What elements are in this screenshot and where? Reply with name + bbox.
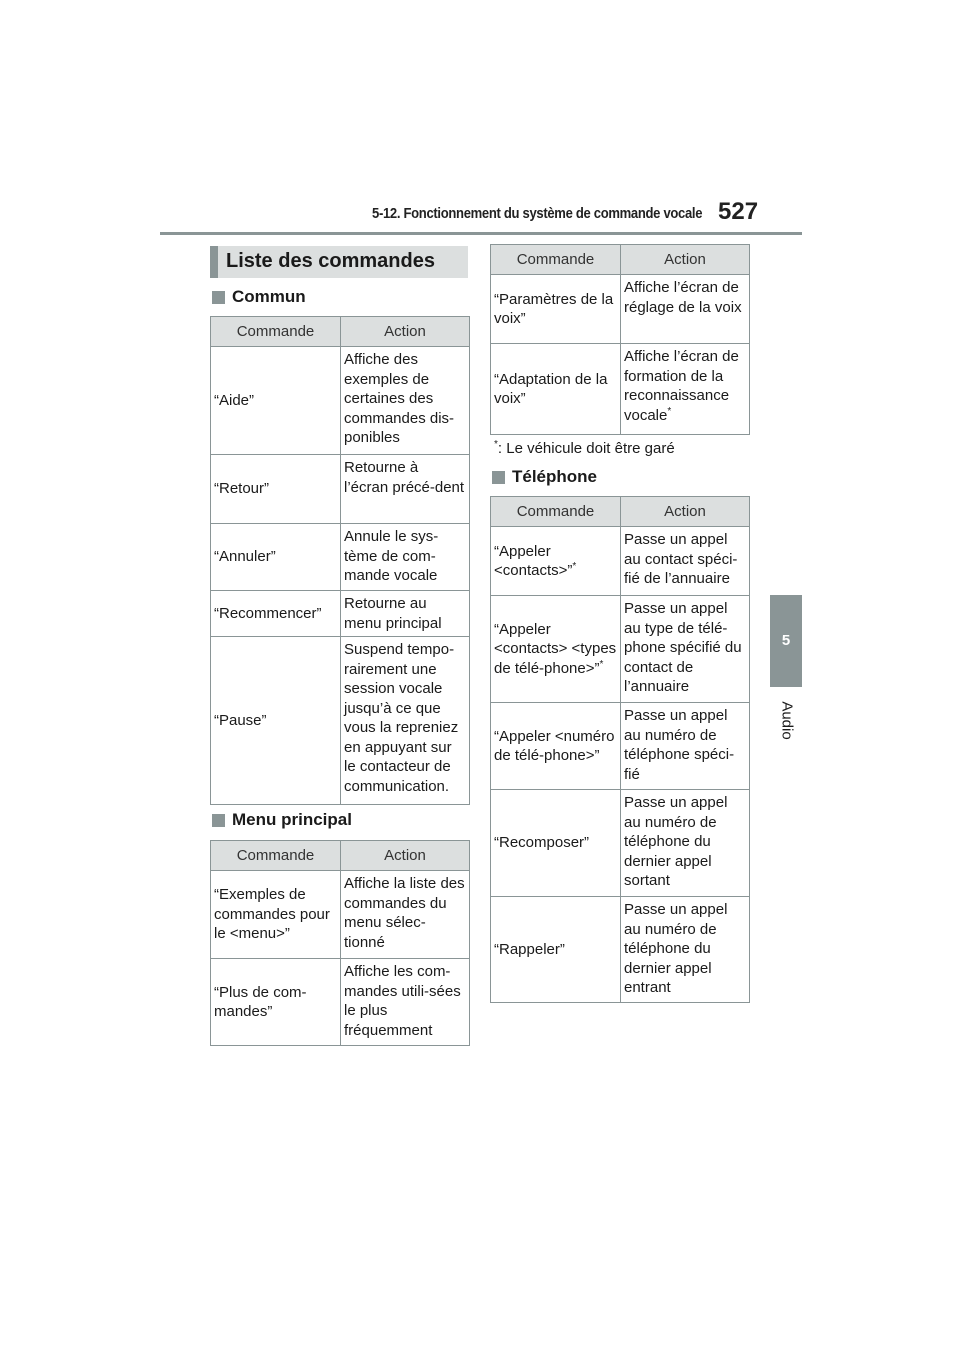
action-cell: Retourne au menu principal [341,591,470,637]
footnote-mark: * [494,439,498,450]
action-cell: Passe un appel au numéro de téléphone du dernier appel sortant [621,790,750,897]
table-row [211,591,470,637]
square-bullet-icon [212,814,225,827]
table-row [491,897,750,1003]
command-cell: “Aide” [211,347,341,455]
column-header-command: Commande [211,841,341,871]
action-text: Affiche l’écran de formation de la reconnaissance vocale [624,348,739,424]
subhead-telephone [492,467,597,487]
command-cell: “Annuler” [211,524,341,591]
action-cell: Annule le sys-tème de com-mande vocale [341,524,470,591]
square-bullet-icon [492,471,505,484]
command-cell: “Retour” [211,455,341,524]
chapter-tab [770,595,802,687]
command-cell [491,897,621,1003]
chapter-label: Audio [778,701,796,740]
footnote-mark: * [599,658,604,670]
chapter-number: 5 [781,632,791,649]
command-cell [491,790,621,897]
table-header-row [211,317,470,347]
command-cell [491,596,621,703]
action-cell: Affiche des exemples de certaines des commandes dis-ponibles [341,347,470,455]
header-divider [160,232,802,235]
table-row [211,871,470,959]
menu-principal-continued-table [490,244,750,435]
action-cell: Affiche les com-mandes utili-sées le plus fréquemment [341,959,470,1046]
table-header-row [491,245,750,275]
subhead-label: Menu principal [232,810,352,829]
commun-table [210,316,470,805]
command-cell: “Recommencer” [211,591,341,637]
footnote-mark: * [572,561,577,572]
subhead-menu-principal [212,810,352,830]
command-cell: “Pause” [211,637,341,805]
table-row [211,455,470,524]
action-cell: Passe un appel au contact spéci-fié de l’annuaire [621,527,750,596]
action-cell: Suspend tempo-rairement une session vocale jusqu’à ce que vous la repreniez en appuyant sur le contacteur de communication. [341,637,470,805]
table-row [491,703,750,790]
command-cell [491,527,621,596]
footnote [494,440,675,457]
action-text: Affiche l’écran de réglage de la voix [624,279,742,316]
column-header-action: Action [621,245,750,275]
action-cell: Retourne à l’écran précé-dent [341,455,470,524]
page-number: 527 [718,198,759,225]
table-row [211,524,470,591]
action-cell: Passe un appel au numéro de téléphone spéci-fié [621,703,750,790]
command-text: “Appeler <numéro de télé-phone>” [494,727,615,764]
column-header-action: Action [621,497,750,527]
table-row [491,344,750,435]
command-text: “Appeler <contacts>” [494,542,573,579]
subhead-commun [212,287,306,307]
column-header-command: Commande [211,317,341,347]
command-text: “Appeler <contacts> <types de télé-phone>” [494,620,617,677]
subhead-label: Téléphone [512,467,598,486]
column-header-action: Action [341,841,470,871]
column-header-action: Action [341,317,470,347]
menu-principal-table [210,840,470,1046]
command-cell: “Plus de com-mandes” [211,959,341,1046]
action-cell [621,344,750,435]
footnote-text: : Le véhicule doit être garé [497,440,675,457]
action-cell: Passe un appel au type de télé-phone spécifié du contact de l’annuaire [621,596,750,703]
table-row [491,596,750,703]
table-row [211,637,470,805]
command-cell: “Exemples de commandes pour le <menu>” [211,871,341,959]
command-cell: “Paramètres de la voix” [491,275,621,344]
running-header-title: 5-12. Fonctionnement du système de commande vocale [372,206,703,222]
column-header-command: Commande [491,245,621,275]
table-row [211,347,470,455]
command-cell: “Adaptation de la voix” [491,344,621,435]
command-cell [491,703,621,790]
action-cell: Affiche la liste des commandes du menu sélec-tionné [341,871,470,959]
table-row [491,527,750,596]
table-row [491,275,750,344]
action-cell [621,275,750,344]
table-row [211,959,470,1046]
command-text: “Recomposer” [494,834,590,852]
table-header-row [211,841,470,871]
footnote-mark: * [667,405,672,417]
subhead-label: Commun [232,287,306,306]
column-header-command: Commande [491,497,621,527]
command-text: “Rappeler” [494,940,565,958]
section-heading: Liste des commandes [210,246,468,278]
square-bullet-icon [212,291,225,304]
telephone-table [490,496,750,1003]
action-cell: Passe un appel au numéro de téléphone du dernier appel entrant [621,897,750,1003]
table-row [491,790,750,897]
table-header-row [491,497,750,527]
